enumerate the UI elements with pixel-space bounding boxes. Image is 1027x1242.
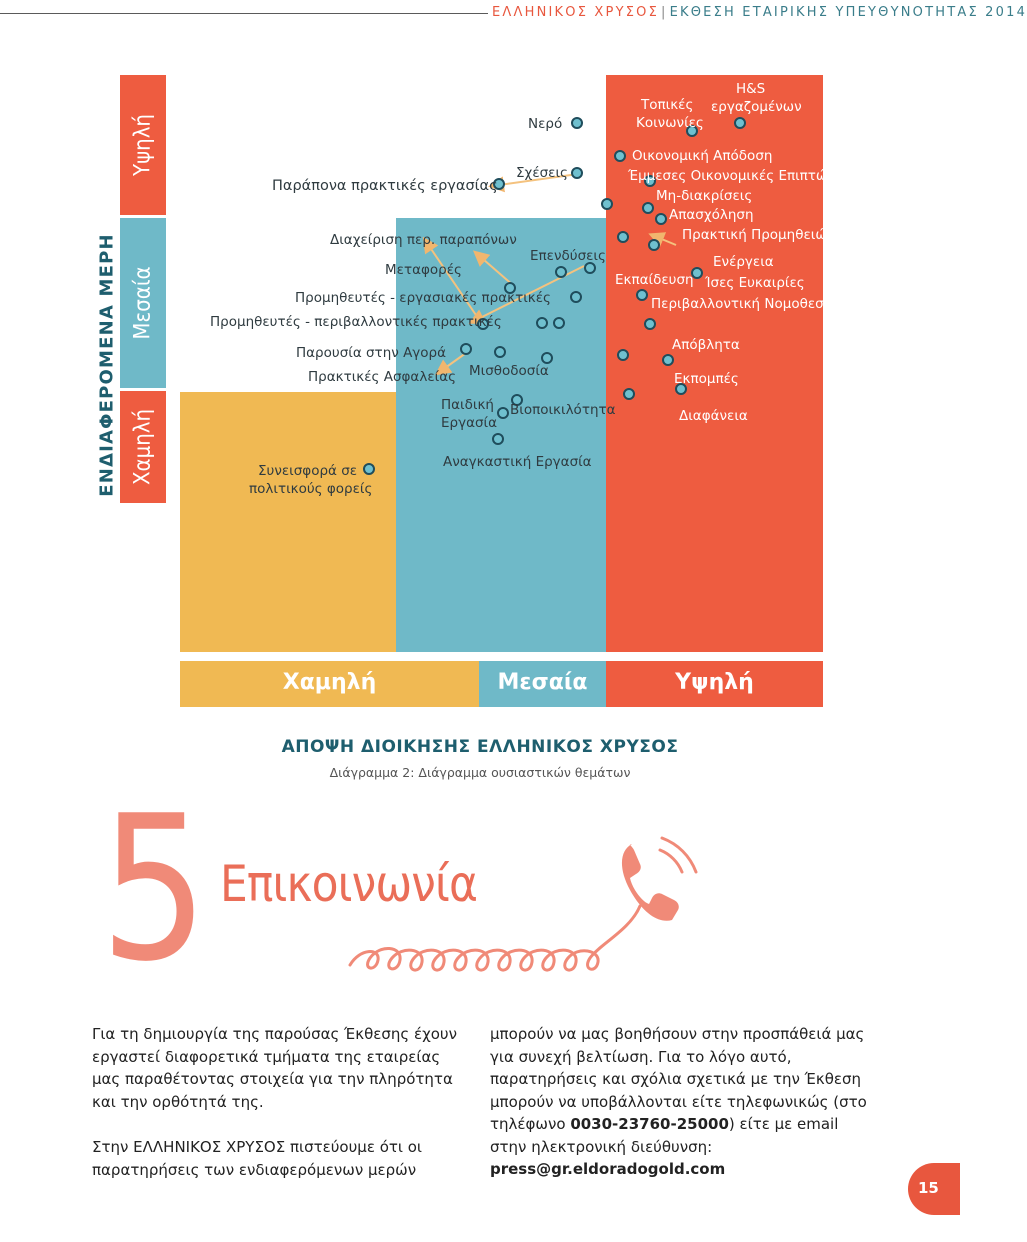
page-number-badge [908,1163,960,1215]
topic-dot [644,318,656,330]
section-number: 5 [100,773,209,1006]
topic-dot [614,150,626,162]
diagram-caption-title: ΑΠΟΨΗ ΔΙΟΙΚΗΣΗΣ ΕΛΛΗΝΙΚΟΣ ΧΡΥΣΟΣ [281,737,679,757]
topic-dot [570,291,582,303]
topic-label: Εκπαίδευση [615,272,694,288]
topic-label: Κοινωνίες [636,115,704,131]
topic-label: εργαζομένων [711,99,802,115]
y-band-low: Χαμηλή [120,391,166,503]
topic-dot [492,433,504,445]
topic-dot [662,354,674,366]
topic-label: Πρακτική Προμηθειών [682,227,835,243]
phone-handset-icon [622,838,696,921]
topic-dot [648,239,660,251]
topic-label: Τοπικές [641,97,694,113]
topic-dot [655,213,667,225]
topic-dot [363,463,375,475]
topic-label: Παρουσία στην Αγορά [296,345,447,361]
phone-number: 0030-23760-25000 [570,1115,729,1133]
header-brand: ΕΛΛΗΝΙΚΟΣ ΧΡΥΣΟΣ [492,5,659,20]
topic-dot [553,317,565,329]
topic-dot [623,388,635,400]
y-axis-title: ΕΝΔΙΑΦΕΡΟΜΕΝΑ ΜΕΡΗ [96,233,118,497]
topic-label: Αναγκαστική Εργασία [443,454,592,470]
body-text: μπορούν να μας βοηθήσουν στην προσπάθειά μας για συνεχή βελτίωση. Για το λόγο αυτό, παρατηρήσεις και σχόλια σχετικά με την Έκθεση μπορούν να υποβάλλονται είτε τηλεφωνικώς (στο τηλέφωνο [490,1025,867,1133]
topic-label: Προμηθευτές - περιβαλλοντικές πρακτικές [210,314,502,330]
topic-label: Νερό [528,116,563,132]
body-text: ) είτε με email στην ηλεκτρονική διεύθυνση: [490,1115,839,1156]
topic-dot [571,167,583,179]
body-column-right [490,1023,875,1204]
topic-dot [536,317,548,329]
body-column-left [92,1023,472,1204]
topic-dot [494,346,506,358]
topic-label: Περιβαλλοντική Νομοθεσία [651,296,838,312]
topic-label: Οικονομική Απόδοση [632,148,773,164]
section-title: Επικοινωνία [220,855,478,913]
topic-label: Πρακτικές Ασφαλείας [308,369,457,385]
topic-label: Μισθοδοσία [469,363,549,379]
topic-label: Έμμεσες Οικονομικές Επιπτώσεις [628,168,856,184]
diagram-caption-subtitle: Διάγραμμα 2: Διάγραμμα ουσιαστικών θεμάτων [329,765,631,780]
phone-illustration [340,820,720,1000]
topic-label: Μεταφορές [385,262,462,278]
body-paragraph: Στην ΕΛΛΗΝΙΚΟΣ ΧΡΥΣΟΣ πιστεύουμε ότι οι παρατηρήσεις των ενδιαφερόμενων μερών [92,1138,422,1179]
topic-dot [734,117,746,129]
topic-label: Ίσες Ευκαιρίες [705,275,805,291]
topic-label: Εκπομπές [674,371,739,387]
topic-label: Ενέργεια [713,254,774,270]
topic-label: Διαχείριση περ. παραπόνων [330,232,517,248]
x-band-medium: Μεσαία [479,661,606,707]
topic-dot [555,266,567,278]
topic-label: πολιτικούς φορείς [249,481,373,497]
topic-label: Παιδική [441,397,494,413]
topic-dot [460,343,472,355]
topic-dot [497,407,509,419]
x-band-high: Υψηλή [606,661,823,707]
topic-dot [642,202,654,214]
email-link[interactable]: press@gr.eldoradogold.com [490,1160,726,1178]
header-report: ΕΚΘΕΣΗ ΕΤΑΙΡΙΚΗΣ ΥΠΕΥΘΥΝΟΤΗΤΑΣ 2014 [669,5,1027,20]
topic-label: Εργασία [441,415,498,431]
topic-dot [601,198,613,210]
topic-dot [617,231,629,243]
arrow-diaxeirisi [425,240,480,321]
body-paragraph [490,1023,875,1181]
body-paragraph: Για τη δημιουργία της παρούσας Έκθεσης έχουν εργαστεί διαφορετικά τμήματα της εταιρείας μας παραθέτοντας στοιχεία για την πληρότητα και την ορθότητά της. [92,1025,457,1111]
y-band-medium: Μεσαία [120,218,166,388]
page-number: 15 [918,1179,939,1197]
topic-label: H&S [736,81,766,97]
coiled-cord-icon [350,906,640,970]
topic-label: Μη-διακρίσεις [656,188,753,204]
topic-dot [571,117,583,129]
topic-label: Προμηθευτές - εργασιακές πρακτικές [295,290,551,306]
topic-label: Απασχόληση [669,207,754,223]
topic-label: Συνεισφορά σε [258,463,358,479]
header-separator: | [660,5,668,20]
topic-label: Παράπονα πρακτικές εργασίας [272,178,498,194]
y-band-high: Υψηλή [120,75,166,215]
topic-dot [617,349,629,361]
topic-label: Απόβλητα [672,337,740,353]
topic-label: Διαφάνεια [679,408,748,424]
topic-label: Επενδύσεις [530,248,606,264]
topic-label: Βιοποικιλότητα [510,402,616,418]
x-band-low: Χαμηλή [180,661,479,707]
topic-label: Σχέσεις [516,165,568,181]
topic-dot [636,289,648,301]
